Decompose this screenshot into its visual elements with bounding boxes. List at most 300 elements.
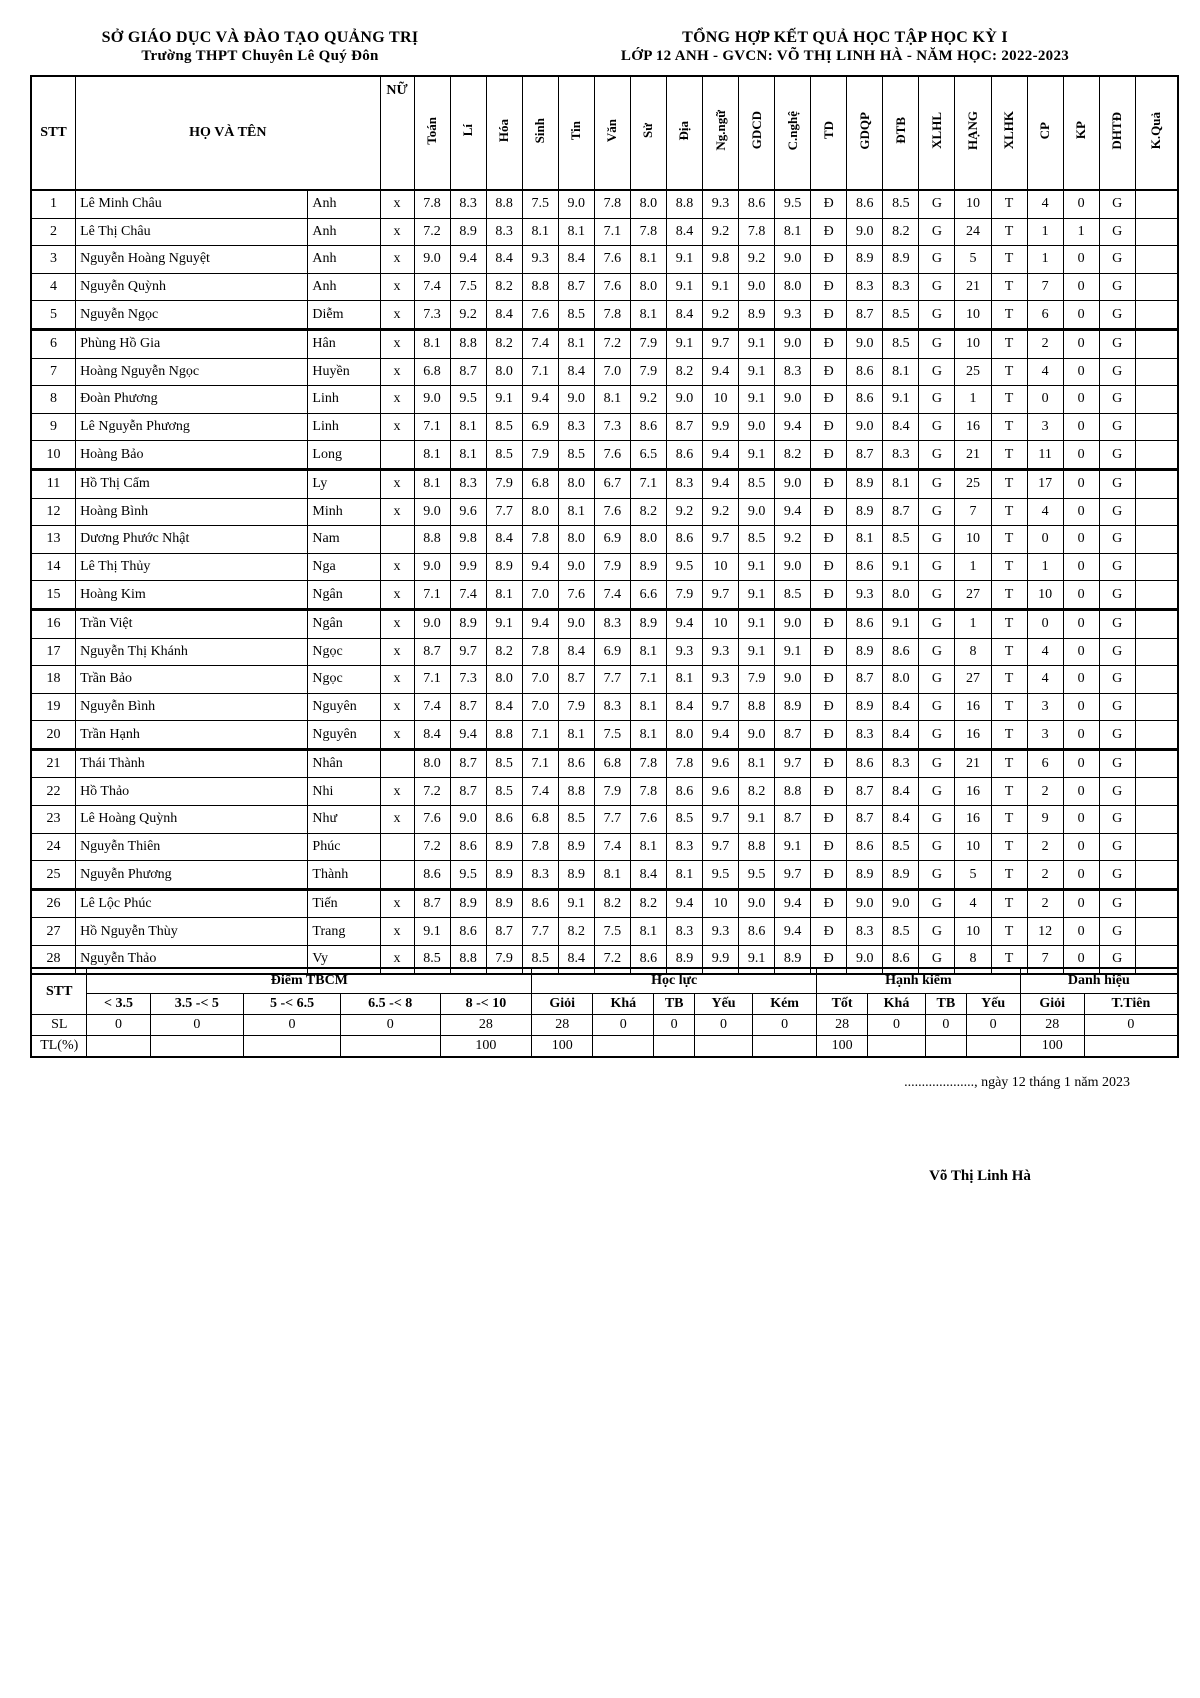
cell-value: G: [1099, 581, 1135, 610]
cell-value: G: [1099, 469, 1135, 498]
cell-value: 7: [955, 498, 991, 526]
table-row: [31, 778, 1178, 806]
cell-value: 8.2: [486, 273, 522, 301]
cell-value: G: [1099, 358, 1135, 386]
cell-value: 8.4: [558, 946, 594, 974]
cell-value: Đ: [811, 833, 847, 861]
cell-value: 9.7: [703, 581, 739, 610]
cell-value: 8.4: [666, 301, 702, 330]
cell-value: 0: [1063, 526, 1099, 554]
cell-value: 9.1: [739, 946, 775, 974]
cell-value: 0: [1063, 246, 1099, 274]
cell-value: [1135, 861, 1178, 890]
cell-value: 7.5: [594, 918, 630, 946]
cell-value: 9.0: [847, 329, 883, 358]
cell-value: [1135, 666, 1178, 694]
cell-value: 7.4: [594, 581, 630, 610]
cell-first-name: Hoàng Bình: [76, 498, 308, 526]
cell-value: 9.4: [666, 609, 702, 638]
cell-value: 8.0: [522, 498, 558, 526]
cell-value: 7.4: [594, 833, 630, 861]
cell-nu: x: [380, 553, 414, 581]
summary-sub: Khá: [593, 994, 654, 1015]
cell-value: 7.4: [414, 693, 450, 721]
cell-value: 7.6: [594, 441, 630, 470]
cell-value: 8.9: [486, 889, 522, 918]
summary-sub: Giỏi: [532, 994, 593, 1015]
cell-last-name: Ngân: [308, 609, 380, 638]
cell-value: T: [991, 833, 1027, 861]
cell-value: 7.8: [594, 190, 630, 218]
cell-value: 8.7: [450, 693, 486, 721]
cell-value: 9.2: [703, 218, 739, 246]
cell-value: T: [991, 946, 1027, 974]
cell-value: 7.0: [522, 693, 558, 721]
cell-value: 8.1: [775, 218, 811, 246]
summary-sub: Yếu: [695, 994, 753, 1015]
header-gdcd: GDCD: [739, 76, 775, 190]
cell-nu: x: [380, 246, 414, 274]
cell-value: 8.8: [666, 190, 702, 218]
table-row: [31, 581, 1178, 610]
cell-value: 9.2: [739, 246, 775, 274]
cell-value: 8.3: [450, 190, 486, 218]
cell-value: 9.0: [558, 553, 594, 581]
cell-value: 8.2: [739, 778, 775, 806]
cell-last-name: Huyền: [308, 358, 380, 386]
cell-value: 8.6: [847, 609, 883, 638]
cell-value: [1135, 218, 1178, 246]
cell-value: 9.1: [883, 386, 919, 414]
table-row: [31, 806, 1178, 834]
school-name: Trường THPT Chuyên Lê Quý Đôn: [141, 48, 379, 64]
cell-value: G: [919, 329, 955, 358]
cell-value: 8.1: [414, 469, 450, 498]
cell-value: 8.0: [486, 358, 522, 386]
cell-value: 8.1: [594, 386, 630, 414]
cell-value: 0: [1063, 806, 1099, 834]
cell-value: 9.0: [558, 190, 594, 218]
cell-value: G: [919, 581, 955, 610]
cell-value: G: [919, 526, 955, 554]
cell-stt: 18: [31, 666, 76, 694]
cell-last-name: Nam: [308, 526, 380, 554]
cell-value: [1135, 638, 1178, 666]
cell-nu: x: [380, 581, 414, 610]
summary-percent-cell: [593, 1036, 654, 1058]
summary-group-diem: Điểm TBCM: [87, 968, 532, 994]
cell-value: 9.0: [558, 609, 594, 638]
cell-value: 7.4: [450, 581, 486, 610]
cell-value: Đ: [811, 693, 847, 721]
summary-group-hocluc: Học lực: [532, 968, 817, 994]
cell-value: 8.3: [594, 693, 630, 721]
cell-value: [1135, 526, 1178, 554]
table-row: [31, 833, 1178, 861]
cell-stt: 12: [31, 498, 76, 526]
cell-value: 8.9: [775, 946, 811, 974]
cell-value: 9.5: [666, 553, 702, 581]
cell-value: 0: [1063, 273, 1099, 301]
cell-value: T: [991, 329, 1027, 358]
cell-value: 9.1: [739, 553, 775, 581]
cell-value: Đ: [811, 498, 847, 526]
cell-last-name: Minh: [308, 498, 380, 526]
cell-value: T: [991, 609, 1027, 638]
table-row: [31, 889, 1178, 918]
cell-value: 8.7: [847, 778, 883, 806]
cell-value: G: [1099, 246, 1135, 274]
cell-stt: 7: [31, 358, 76, 386]
cell-value: 4: [955, 889, 991, 918]
cell-value: 9.4: [703, 469, 739, 498]
cell-value: 9.1: [666, 246, 702, 274]
cell-value: 9.6: [450, 498, 486, 526]
cell-value: 10: [703, 386, 739, 414]
summary-count-cell: 28: [532, 1015, 593, 1036]
cell-value: 9.0: [847, 889, 883, 918]
cell-value: 0: [1063, 301, 1099, 330]
cell-first-name: Lê Thị Châu: [76, 218, 308, 246]
cell-nu: [380, 861, 414, 890]
cell-stt: 2: [31, 218, 76, 246]
table-row: [31, 693, 1178, 721]
cell-value: 7.9: [486, 946, 522, 974]
cell-value: 0: [1063, 553, 1099, 581]
cell-nu: x: [380, 638, 414, 666]
table-row: [31, 526, 1178, 554]
summary-group-row: [31, 968, 1178, 994]
cell-value: 9.1: [486, 386, 522, 414]
summary-count-cell: 28: [817, 1015, 868, 1036]
cell-value: 1: [1063, 218, 1099, 246]
cell-value: 8.1: [883, 358, 919, 386]
cell-last-name: Anh: [308, 190, 380, 218]
cell-value: 8.8: [486, 190, 522, 218]
cell-last-name: Linh: [308, 386, 380, 414]
cell-value: 2: [1027, 889, 1063, 918]
cell-value: 0: [1063, 386, 1099, 414]
cell-value: G: [919, 833, 955, 861]
cell-value: 8.4: [883, 413, 919, 441]
cell-value: T: [991, 358, 1027, 386]
cell-value: 7.4: [522, 778, 558, 806]
cell-value: 7.6: [594, 498, 630, 526]
cell-value: 8.6: [883, 638, 919, 666]
cell-value: 8.5: [883, 526, 919, 554]
cell-value: 8.4: [883, 693, 919, 721]
cell-stt: 13: [31, 526, 76, 554]
cell-value: 8.7: [775, 806, 811, 834]
cell-value: Đ: [811, 218, 847, 246]
cell-value: 7.8: [522, 526, 558, 554]
cell-stt: 8: [31, 386, 76, 414]
cell-value: 8.7: [847, 301, 883, 330]
cell-value: 7.8: [522, 638, 558, 666]
cell-first-name: Phùng Hồ Gia: [76, 329, 308, 358]
cell-value: G: [1099, 693, 1135, 721]
cell-value: 9.1: [739, 386, 775, 414]
cell-value: 6.8: [414, 358, 450, 386]
summary-percent-cell: 100: [440, 1036, 532, 1058]
cell-value: 7.9: [486, 469, 522, 498]
cell-value: T: [991, 861, 1027, 890]
cell-nu: [380, 749, 414, 778]
cell-value: 7.6: [630, 806, 666, 834]
cell-value: 10: [703, 553, 739, 581]
summary-percent-cell: [150, 1036, 244, 1058]
cell-value: 2: [1027, 861, 1063, 890]
cell-value: 9.9: [450, 553, 486, 581]
cell-value: 8.7: [486, 918, 522, 946]
cell-value: 1: [955, 386, 991, 414]
cell-value: T: [991, 273, 1027, 301]
table-row: [31, 498, 1178, 526]
cell-value: G: [919, 946, 955, 974]
cell-nu: [380, 441, 414, 470]
cell-stt: 28: [31, 946, 76, 974]
cell-last-name: Như: [308, 806, 380, 834]
cell-value: 1: [1027, 218, 1063, 246]
cell-stt: 10: [31, 441, 76, 470]
cell-value: G: [1099, 918, 1135, 946]
cell-last-name: Nhi: [308, 778, 380, 806]
cell-last-name: Nguyên: [308, 693, 380, 721]
cell-value: 8.0: [630, 273, 666, 301]
cell-first-name: Hồ Nguyễn Thùy: [76, 918, 308, 946]
cell-value: 7.3: [450, 666, 486, 694]
cell-value: G: [1099, 526, 1135, 554]
cell-value: 8.6: [847, 386, 883, 414]
cell-value: [1135, 581, 1178, 610]
cell-first-name: Trần Việt: [76, 609, 308, 638]
summary-percent-cell: [868, 1036, 926, 1058]
cell-value: [1135, 413, 1178, 441]
cell-value: 8.7: [558, 273, 594, 301]
cell-value: G: [919, 553, 955, 581]
cell-value: 8.2: [594, 889, 630, 918]
cell-value: Đ: [811, 526, 847, 554]
cell-value: 6.8: [594, 749, 630, 778]
cell-value: 9.1: [739, 609, 775, 638]
cell-value: 8.1: [630, 301, 666, 330]
cell-value: G: [919, 386, 955, 414]
cell-value: 0: [1063, 833, 1099, 861]
cell-value: 9: [1027, 806, 1063, 834]
cell-value: 9.0: [775, 609, 811, 638]
cell-value: 10: [703, 889, 739, 918]
cell-value: Đ: [811, 666, 847, 694]
cell-first-name: Lê Thị Thủy: [76, 553, 308, 581]
cell-value: 8.0: [414, 749, 450, 778]
cell-value: 8.6: [847, 190, 883, 218]
cell-value: 7.8: [666, 749, 702, 778]
cell-value: 9.0: [883, 889, 919, 918]
header-hoa: Hóa: [486, 76, 522, 190]
cell-value: 2: [1027, 329, 1063, 358]
cell-value: 8.1: [739, 749, 775, 778]
cell-value: Đ: [811, 749, 847, 778]
cell-value: 8.3: [522, 861, 558, 890]
header-kqua: K.Quả: [1135, 76, 1178, 190]
cell-value: T: [991, 693, 1027, 721]
table-row: [31, 666, 1178, 694]
summary-count-cell: 0: [87, 1015, 150, 1036]
cell-value: 8.7: [775, 721, 811, 750]
cell-value: 8.9: [486, 833, 522, 861]
cell-value: 9.5: [739, 861, 775, 890]
date-line: ...................., ngày 12 tháng 1 năm 2023: [904, 1075, 1130, 1090]
cell-last-name: Ngọc: [308, 638, 380, 666]
cell-value: 8.9: [847, 498, 883, 526]
cell-last-name: Vy: [308, 946, 380, 974]
summary-count-cell: 0: [1084, 1015, 1178, 1036]
cell-value: [1135, 301, 1178, 330]
cell-value: 8.0: [775, 273, 811, 301]
table-row: [31, 246, 1178, 274]
cell-value: T: [991, 749, 1027, 778]
cell-value: T: [991, 638, 1027, 666]
cell-value: 9.1: [739, 806, 775, 834]
cell-value: 7.2: [594, 946, 630, 974]
cell-stt: 19: [31, 693, 76, 721]
cell-value: 9.2: [703, 498, 739, 526]
cell-value: T: [991, 666, 1027, 694]
cell-value: 0: [1063, 721, 1099, 750]
cell-value: 8.8: [558, 778, 594, 806]
summary-percent-cell: [340, 1036, 440, 1058]
cell-value: 0: [1027, 386, 1063, 414]
cell-value: 9.2: [703, 301, 739, 330]
cell-value: [1135, 358, 1178, 386]
cell-value: 8.4: [883, 778, 919, 806]
cell-first-name: Hồ Thảo: [76, 778, 308, 806]
cell-value: Đ: [811, 609, 847, 638]
summary-row-sl: [31, 1015, 1178, 1036]
cell-nu: x: [380, 918, 414, 946]
cell-value: T: [991, 889, 1027, 918]
cell-value: 8.5: [558, 441, 594, 470]
cell-nu: x: [380, 806, 414, 834]
cell-value: 8.6: [522, 889, 558, 918]
cell-stt: 6: [31, 329, 76, 358]
cell-nu: x: [380, 329, 414, 358]
cell-value: 10: [955, 190, 991, 218]
cell-value: G: [919, 721, 955, 750]
summary-sub: 6.5 -< 8: [340, 994, 440, 1015]
cell-value: 7.9: [666, 581, 702, 610]
cell-value: G: [1099, 218, 1135, 246]
cell-value: 8.1: [558, 498, 594, 526]
cell-value: [1135, 441, 1178, 470]
cell-value: 9.2: [775, 526, 811, 554]
cell-value: 12: [1027, 918, 1063, 946]
cell-value: 10: [703, 609, 739, 638]
cell-value: 9.9: [703, 413, 739, 441]
cell-value: 8.4: [630, 861, 666, 890]
cell-value: 9.4: [775, 889, 811, 918]
cell-value: 8.9: [666, 946, 702, 974]
summary-percent-cell: 100: [817, 1036, 868, 1058]
cell-value: 8.9: [450, 218, 486, 246]
cell-value: 9.0: [847, 218, 883, 246]
cell-value: 0: [1063, 946, 1099, 974]
cell-nu: x: [380, 358, 414, 386]
header-su: Sử: [630, 76, 666, 190]
cell-value: 8.4: [666, 218, 702, 246]
cell-value: 7.0: [522, 666, 558, 694]
header-sinh: Sinh: [522, 76, 558, 190]
cell-value: T: [991, 301, 1027, 330]
cell-value: 6.9: [594, 638, 630, 666]
cell-value: 9.7: [775, 749, 811, 778]
cell-value: 7.9: [558, 693, 594, 721]
cell-value: G: [919, 273, 955, 301]
cell-value: 7.5: [450, 273, 486, 301]
cell-value: 6.8: [522, 469, 558, 498]
cell-nu: x: [380, 721, 414, 750]
cell-value: 8.8: [739, 693, 775, 721]
summary-sub: Giỏi: [1020, 994, 1084, 1015]
cell-value: G: [1099, 190, 1135, 218]
cell-value: [1135, 190, 1178, 218]
cell-value: G: [1099, 498, 1135, 526]
cell-value: 0: [1063, 190, 1099, 218]
cell-value: 9.4: [450, 721, 486, 750]
header-left: [60, 28, 460, 66]
cell-value: Đ: [811, 273, 847, 301]
header-kp: KP: [1063, 76, 1099, 190]
cell-value: 8.1: [414, 441, 450, 470]
cell-value: 8.7: [666, 413, 702, 441]
cell-value: 9.2: [666, 498, 702, 526]
cell-value: 9.4: [703, 721, 739, 750]
cell-value: 9.7: [703, 693, 739, 721]
cell-value: 0: [1063, 918, 1099, 946]
summary-sub: Tốt: [817, 994, 868, 1015]
cell-value: Đ: [811, 358, 847, 386]
cell-value: Đ: [811, 386, 847, 414]
cell-value: [1135, 273, 1178, 301]
cell-value: 8.5: [414, 946, 450, 974]
cell-value: 8.9: [630, 609, 666, 638]
cell-last-name: Anh: [308, 246, 380, 274]
cell-value: 7.7: [486, 498, 522, 526]
cell-first-name: Hoàng Nguyễn Ngọc: [76, 358, 308, 386]
cell-nu: [380, 526, 414, 554]
cell-value: 5: [955, 246, 991, 274]
cell-value: 8.3: [883, 749, 919, 778]
cell-value: [1135, 246, 1178, 274]
cell-value: 9.4: [522, 553, 558, 581]
cell-value: 7.9: [739, 666, 775, 694]
cell-value: 17: [1027, 469, 1063, 498]
cell-value: T: [991, 526, 1027, 554]
cell-value: 7.8: [630, 218, 666, 246]
cell-value: 8.9: [883, 246, 919, 274]
cell-value: 8.5: [883, 918, 919, 946]
cell-value: 9.0: [414, 386, 450, 414]
cell-value: 8.9: [450, 609, 486, 638]
cell-first-name: Nguyễn Hoàng Nguyệt: [76, 246, 308, 274]
cell-value: 8.4: [558, 246, 594, 274]
cell-value: 8.5: [558, 806, 594, 834]
cell-value: 9.3: [703, 638, 739, 666]
cell-value: 9.4: [522, 609, 558, 638]
cell-value: 8.1: [630, 833, 666, 861]
cell-value: 0: [1027, 526, 1063, 554]
cell-value: 9.0: [739, 498, 775, 526]
